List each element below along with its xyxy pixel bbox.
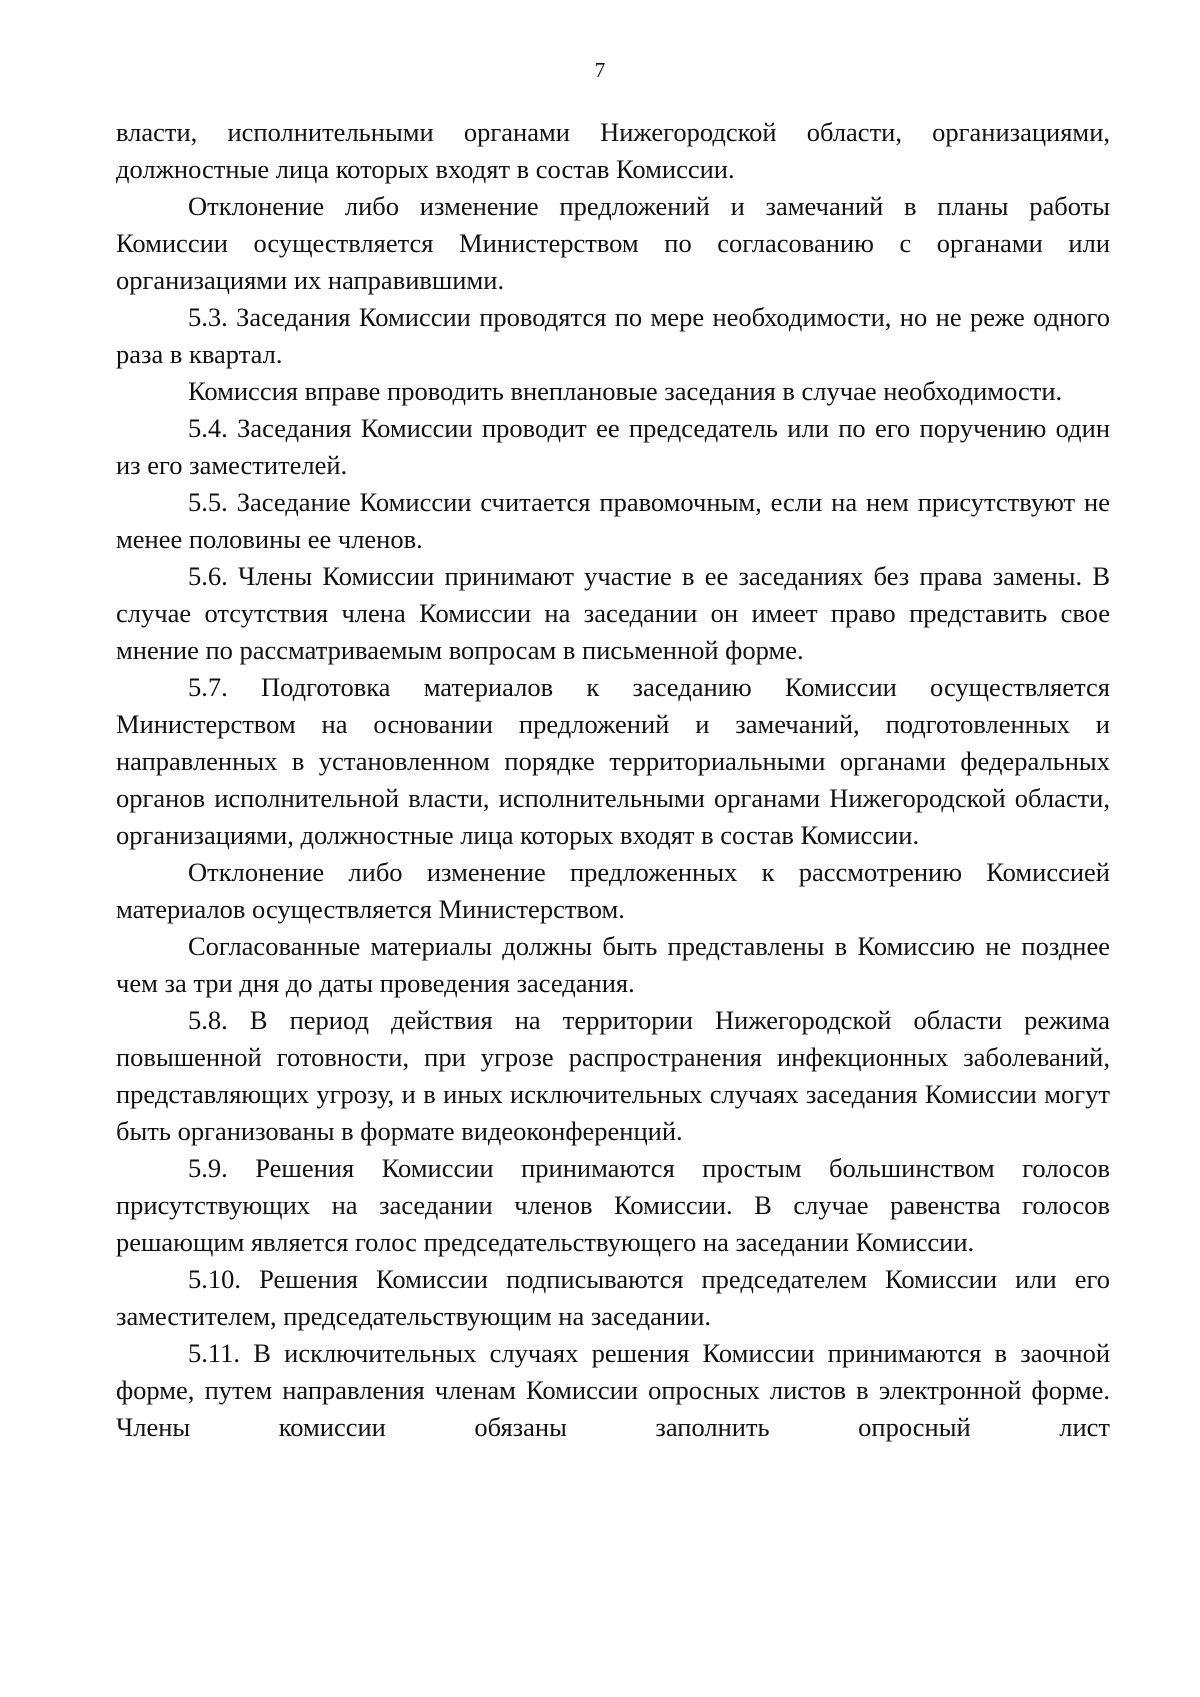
paragraph-unscheduled-meetings: Комиссия вправе проводить внеплановые заседания в случае необходимости. <box>188 376 1063 406</box>
paragraph-continuation: власти, исполнительными органами Нижегородской области, организациями, должностные лица которых входят в состав Комиссии. <box>116 117 1110 184</box>
paragraph-agreed-materials: Согласованные материалы должны быть представлены в Комиссию не позднее чем за три дня до даты проведения заседания. <box>116 931 1110 998</box>
paragraph-5-9: 5.9. Решения Комиссии принимаются простым большинством голосов присутствующих на заседании членов Комиссии. В случае равенства голосов решающим является голос председательствующего на заседании Комиссии. <box>116 1153 1110 1257</box>
paragraph-5-7: 5.7. Подготовка материалов к заседанию Комиссии осуществляется Министерством на основании предложений и замечаний, подготовленных и направленных в установленном порядке территориальными органами федеральных органов исполнительной власти, исполнительными органами Нижегородской области, организациями, должностные лица которых входят в состав Комиссии. <box>116 672 1110 850</box>
paragraph-5-5: 5.5. Заседание Комиссии считается правомочным, если на нем присутствуют не менее половины ее членов. <box>116 487 1110 554</box>
page-number: 7 <box>594 58 606 82</box>
paragraph-rejection-of-proposals: Отклонение либо изменение предложений и замечаний в планы работы Комиссии осуществляется Министерством по согласованию с органами или организациями их направившими. <box>116 191 1110 295</box>
paragraph-rejection-of-materials: Отклонение либо изменение предложенных к рассмотрению Комиссией материалов осуществляется Министерством. <box>116 857 1110 924</box>
document-body <box>116 114 1110 1446</box>
paragraph-5-6: 5.6. Члены Комиссии принимают участие в ее заседаниях без права замены. В случае отсутствия члена Комиссии на заседании он имеет право представить свое мнение по рассматриваемым вопросам в письменной форме. <box>116 561 1110 665</box>
paragraph-5-10: 5.10. Решения Комиссии подписываются председателем Комиссии или его заместителем, председательствующим на заседании. <box>116 1264 1110 1331</box>
paragraph-5-3: 5.3. Заседания Комиссии проводятся по мере необходимости, но не реже одного раза в квартал. <box>116 302 1110 369</box>
paragraph-5-8: 5.8. В период действия на территории Нижегородской области режима повышенной готовности, при угрозе распространения инфекционных заболеваний, представляющих угрозу, и в иных исключительных случаях заседания Комиссии могут быть организованы в формате видеоконференций. <box>116 1005 1110 1146</box>
paragraph-5-11: 5.11. В исключительных случаях решения Комиссии принимаются в заочной форме, путем направления членам Комиссии опросных листов в электронной форме. Члены комиссии обязаны заполнить опросный лист <box>116 1338 1110 1442</box>
paragraph-5-4: 5.4. Заседания Комиссии проводит ее председатель или по его поручению один из его заместителей. <box>116 413 1110 480</box>
